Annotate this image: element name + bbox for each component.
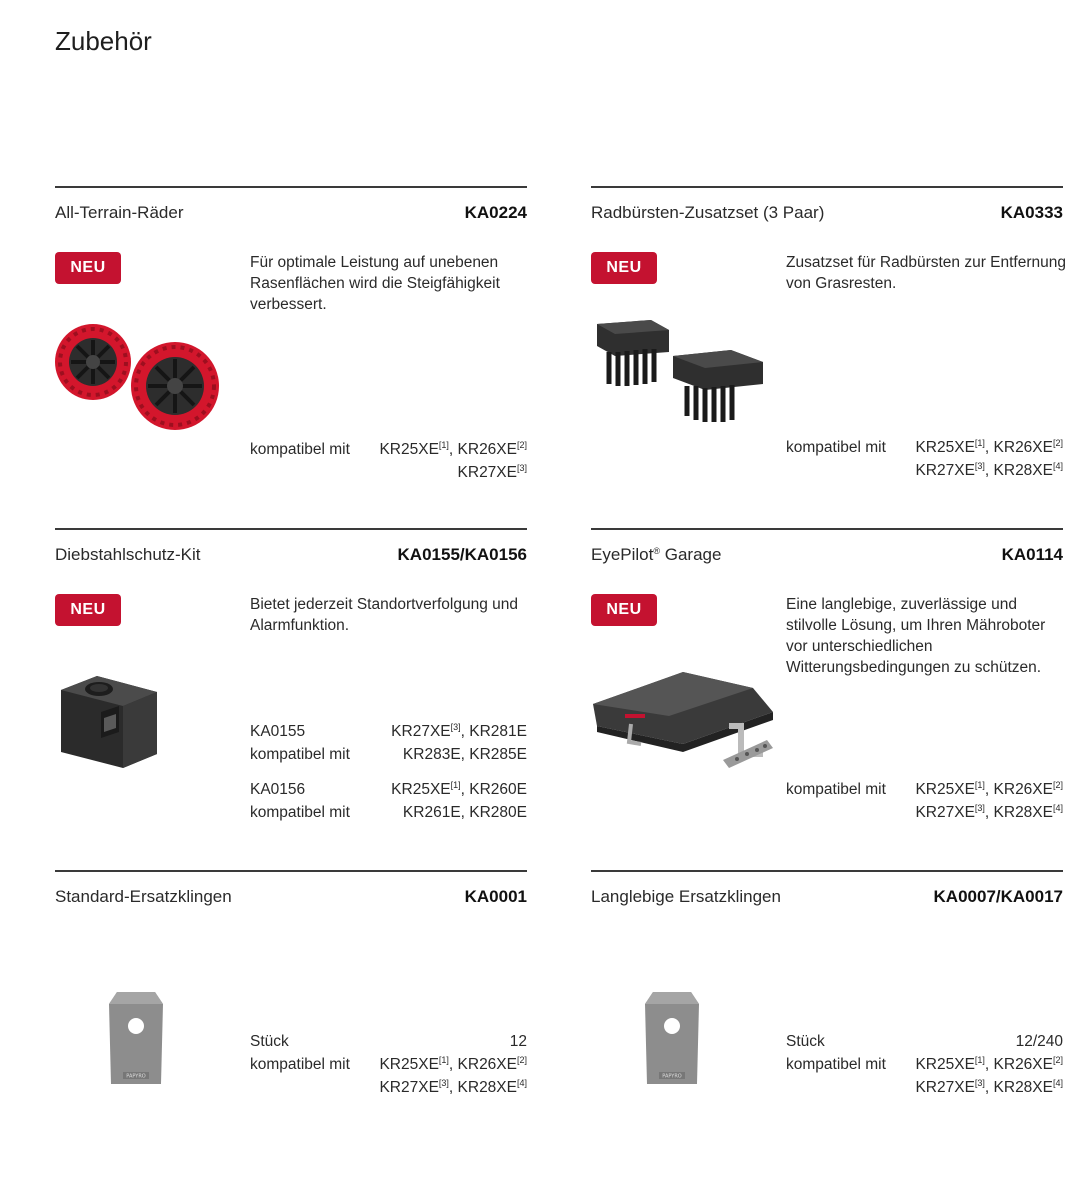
product-name: Diebstahlschutz-Kit (55, 545, 201, 564)
compatibility-label: kompatibel mit (250, 1056, 350, 1073)
page-title: Zubehör (55, 26, 152, 56)
product-card-eyepilot-garage (591, 528, 1063, 848)
product-card-anti-theft-kit (55, 528, 527, 848)
compatibility-models: KR25XE[1], KR26XE[2] (379, 440, 527, 458)
compatibility-models: KR27XE[3], KR28XE[4] (915, 803, 1063, 821)
variant-spec-ka0155 (250, 720, 527, 766)
product-code: KA0001 (464, 887, 527, 906)
quantity-label: Stück (786, 1033, 825, 1050)
quantity-spec (250, 1030, 527, 1099)
compatibility-spec (786, 778, 1063, 824)
section-divider (55, 528, 527, 530)
compatibility-models: KR27XE[3], KR28XE[4] (915, 1078, 1063, 1096)
compatibility-models: KR25XE[1], KR26XE[2] (379, 1055, 527, 1073)
product-name: Standard-Ersatzklingen (55, 887, 232, 906)
product-name: All-Terrain-Räder (55, 203, 184, 222)
compatibility-spec (786, 436, 1063, 482)
product-description: Bietet jederzeit Standortverfolgung und Alarmfunktion. (250, 596, 518, 634)
product-card-all-terrain-wheels (55, 186, 527, 506)
variant-code: KA0155 (250, 723, 306, 740)
compatibility-models: KR283E, KR285E (402, 746, 527, 763)
quantity-spec (786, 1030, 1063, 1099)
compatibility-label: kompatibel mit (250, 441, 350, 458)
compatibility-models: KR25XE[1], KR26XE[2] (915, 780, 1063, 798)
product-name: EyePilot® Garage (591, 545, 722, 564)
product-card-standard-blades (55, 870, 527, 1190)
compatibility-models: KR27XE[3], KR28XE[4] (379, 1078, 527, 1096)
compatibility-models: KR261E, KR280E (402, 804, 527, 821)
quantity-label: Stück (250, 1033, 289, 1050)
all-terrain-wheels-image (55, 314, 225, 434)
product-description: Zusatzset für Radbürsten zur Entfernung von Grasresten. (786, 254, 1067, 292)
product-code: KA0224 (464, 203, 527, 222)
compatibility-models: KR27XE[3], KR28XE[4] (915, 461, 1063, 479)
section-divider (591, 186, 1063, 188)
product-code: KA0007/KA0017 (933, 887, 1063, 906)
compatibility-label: kompatibel mit (250, 746, 350, 763)
new-badge: NEU (55, 594, 121, 626)
quantity-value: 12/240 (1015, 1033, 1063, 1050)
new-badge: NEU (55, 252, 121, 284)
compatibility-models: KR25XE[1], KR26XE[2] (915, 438, 1063, 456)
product-name: Langlebige Ersatzklingen (591, 887, 781, 906)
section-divider (591, 870, 1063, 872)
product-name: Radbürsten-Zusatzset (3 Paar) (591, 203, 825, 222)
blade-image (107, 990, 165, 1088)
product-description: Für optimale Leistung auf unebenen Rasenflächen wird die Steigfähigkeit verbessert. (250, 254, 500, 313)
variant-code: KA0156 (250, 781, 306, 798)
compatibility-label: kompatibel mit (786, 781, 886, 798)
product-code: KA0114 (1001, 545, 1063, 564)
svg-text:PAPYRO: PAPYRO (126, 1073, 146, 1080)
compatibility-models: KR25XE[1], KR26XE[2] (915, 1055, 1063, 1073)
blade-image (643, 990, 701, 1088)
anti-theft-module-image (57, 672, 167, 772)
quantity-value: 12 (509, 1033, 527, 1050)
svg-text:PAPYRO: PAPYRO (662, 1073, 682, 1080)
section-divider (591, 528, 1063, 530)
new-badge: NEU (591, 252, 657, 284)
compatibility-label: kompatibel mit (786, 439, 886, 456)
compatibility-models: KR27XE[3] (457, 463, 527, 481)
compatibility-models: KR27XE[3], KR281E (391, 722, 527, 740)
compatibility-spec (250, 438, 527, 484)
product-card-durable-blades (591, 870, 1063, 1190)
compatibility-models: KR25XE[1], KR260E (391, 780, 527, 798)
new-badge: NEU (591, 594, 657, 626)
product-code: KA0155/KA0156 (397, 545, 527, 564)
variant-spec-ka0156 (250, 778, 527, 824)
product-description: Eine langlebige, zuverlässige und stilvolle Lösung, um Ihren Mähroboter vor unterschiedlichen Witterungsbedingungen zu schützen. (786, 596, 1046, 676)
section-divider (55, 186, 527, 188)
section-divider (55, 870, 527, 872)
product-card-wheel-brush-set (591, 186, 1067, 506)
compatibility-label: kompatibel mit (786, 1056, 886, 1073)
wheel-brush-image (591, 316, 771, 431)
product-code: KA0333 (1000, 203, 1063, 222)
garage-image (591, 668, 776, 783)
compatibility-label: kompatibel mit (250, 804, 350, 821)
